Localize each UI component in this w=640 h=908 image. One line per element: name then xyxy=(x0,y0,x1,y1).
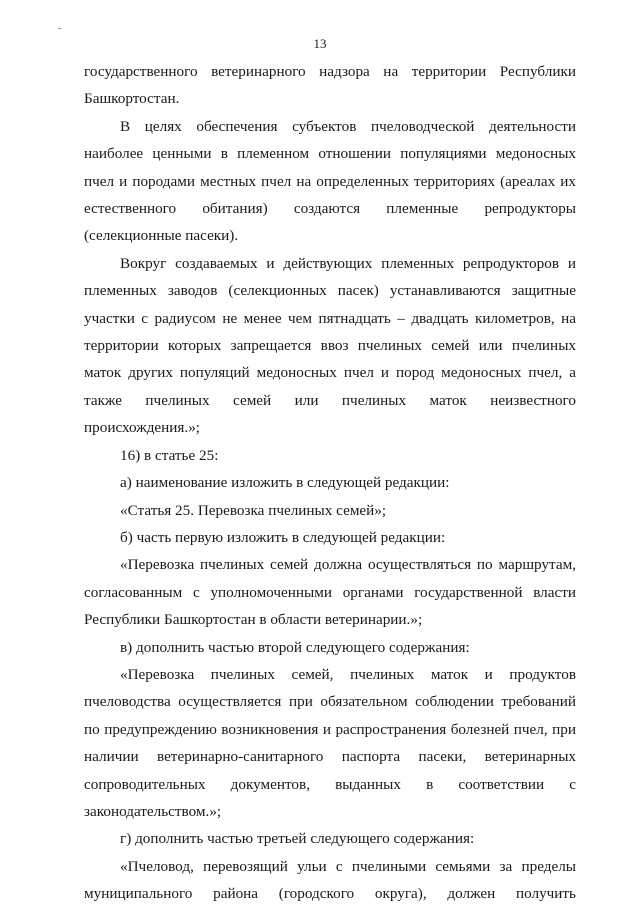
paragraph-beekeeper: «Пчеловод, перевозящий ульи с пчелиными семьями за пределы муниципального района (городского округа), должен получить xyxy=(84,857,576,903)
paragraph-item-16: 16) в статье 25: xyxy=(120,446,219,464)
paragraph-item-g: г) дополнить частью третьей следующего содержания: xyxy=(120,830,475,848)
paragraph-protective-zones: Вокруг создаваемых и действующих племенных репродукторов и племенных заводов (селекционных пасек) устанавливаются защитные участки с радиусом не менее чем пятнадцать – двадцать километров, на территории которых запрещается ввоз пчелиных семей или пчелиных маток других популяций медоносных пчел и пород медоносных пчел, а также пчелиных семей или пчелиных маток неизвестного происхождения.»; xyxy=(84,254,576,437)
paragraph-transport-routes: «Перевозка пчелиных семей должна осуществляться по маршрутам, согласованным с уполномоченными органами государственной власти Республики Башкортостан в области ветеринарии.»; xyxy=(84,556,576,629)
paragraph-item-b: б) часть первую изложить в следующей редакции: xyxy=(120,528,446,546)
paragraph-transport-requirements: «Перевозка пчелиных семей, пчелиных маток и продуктов пчеловодства осуществляется при обязательном соблюдении требований по предупреждению возникновения и распространения болезней пчел, при наличии ветеринарно-санитарного паспорта пасеки, ветеринарных сопроводительных документов, выданных в соответствии с законодательством.»; xyxy=(84,665,576,820)
paragraph-item-a: а) наименование изложить в следующей редакции: xyxy=(120,474,450,492)
document-body xyxy=(84,58,576,908)
paragraph-item-v: в) дополнить частью второй следующего содержания: xyxy=(120,638,470,656)
paragraph-breeding-apiaries: В целях обеспечения субъектов пчеловодческой деятельности наиболее ценными в племенном отношении популяциями медоносных пчел и породами местных пчел на определенных территориях (ареалах их естественного обитания) создаются племенные репродукторы (селекционные пасеки). xyxy=(84,117,576,245)
paragraph-continuation: государственного ветеринарного надзора на территории Республики Башкортостан. xyxy=(84,63,576,108)
page-number: 13 xyxy=(313,36,327,51)
paragraph-article-title: «Статья 25. Перевозка пчелиных семей»; xyxy=(120,501,387,519)
scan-mark xyxy=(58,28,61,29)
